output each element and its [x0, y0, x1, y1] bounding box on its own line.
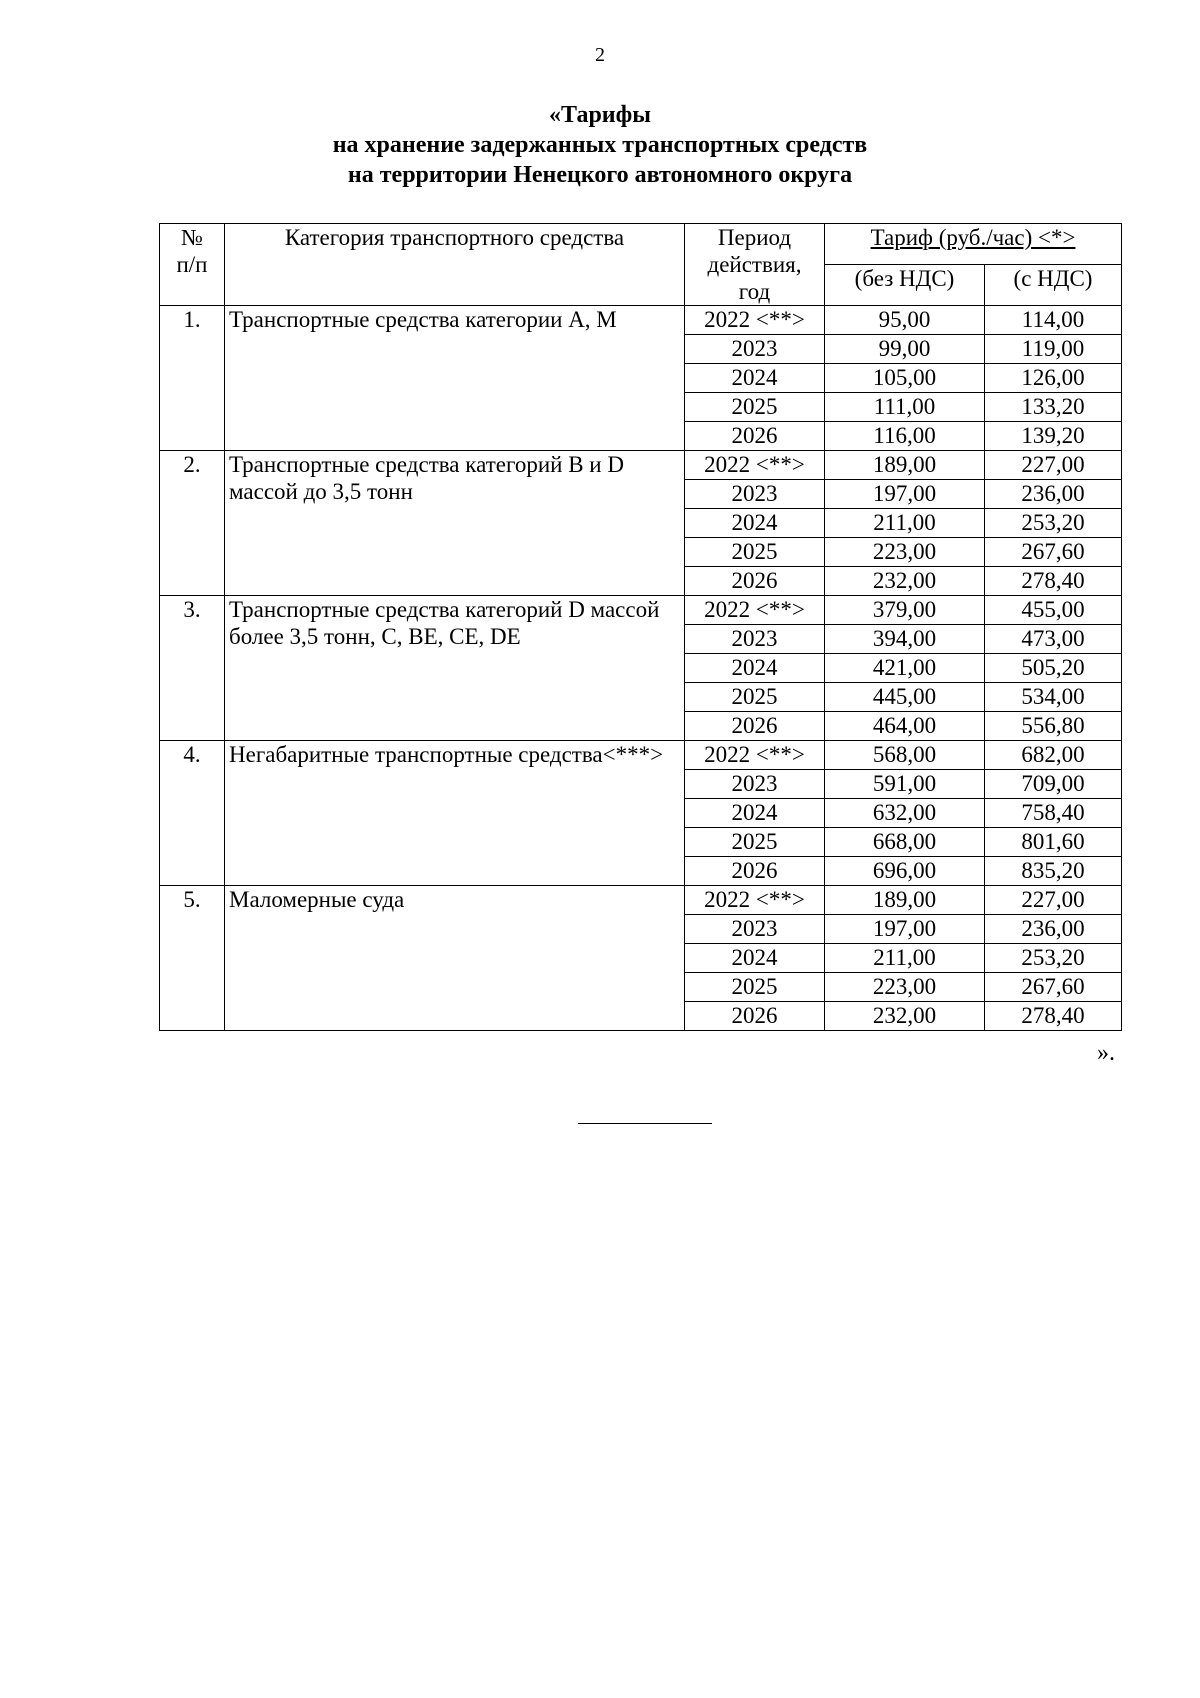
row-number: 2. [160, 451, 225, 596]
row-tariff-no-vat: 394,00 [825, 625, 985, 654]
row-period: 2022 <**> [685, 596, 825, 625]
title-line-3: на территории Ненецкого автономного округа [347, 162, 853, 188]
header-tariff-label: Тариф (руб./час) <*> [870, 225, 1076, 250]
row-tariff-no-vat: 464,00 [825, 712, 985, 741]
row-tariff-no-vat: 197,00 [825, 480, 985, 509]
row-period: 2022 <**> [685, 886, 825, 915]
end-divider [578, 1123, 712, 1124]
document-title [0, 100, 1200, 190]
row-tariff-no-vat: 223,00 [825, 538, 985, 567]
row-category: Транспортные средства категории А, М [225, 306, 685, 451]
row-tariff-with-vat: 267,60 [985, 973, 1122, 1002]
row-tariff-no-vat: 211,00 [825, 509, 985, 538]
row-period: 2025 [685, 393, 825, 422]
row-tariff-with-vat: 126,00 [985, 364, 1122, 393]
row-category: Негабаритные транспортные средства<***> [225, 741, 685, 886]
row-period: 2023 [685, 625, 825, 654]
row-tariff-with-vat: 505,20 [985, 654, 1122, 683]
row-tariff-no-vat: 189,00 [825, 451, 985, 480]
row-tariff-no-vat: 445,00 [825, 683, 985, 712]
row-tariff-with-vat: 119,00 [985, 335, 1122, 364]
row-tariff-with-vat: 236,00 [985, 915, 1122, 944]
row-period: 2025 [685, 683, 825, 712]
row-tariff-with-vat: 253,20 [985, 509, 1122, 538]
closing-quote: ». [1097, 1040, 1115, 1066]
row-tariff-with-vat: 455,00 [985, 596, 1122, 625]
row-tariff-with-vat: 278,40 [985, 567, 1122, 596]
row-tariff-no-vat: 105,00 [825, 364, 985, 393]
row-tariff-no-vat: 591,00 [825, 770, 985, 799]
row-period: 2024 [685, 944, 825, 973]
title-line-2: на хранение задержанных транспортных средств [332, 132, 868, 158]
row-tariff-no-vat: 632,00 [825, 799, 985, 828]
row-tariff-with-vat: 133,20 [985, 393, 1122, 422]
row-period: 2022 <**> [685, 306, 825, 335]
header-with-vat: (с НДС) [985, 265, 1122, 306]
row-tariff-with-vat: 801,60 [985, 828, 1122, 857]
header-category: Категория транспортного средства [225, 224, 685, 306]
row-tariff-no-vat: 568,00 [825, 741, 985, 770]
row-tariff-with-vat: 473,00 [985, 625, 1122, 654]
row-tariff-no-vat: 232,00 [825, 1002, 985, 1031]
row-tariff-no-vat: 95,00 [825, 306, 985, 335]
row-period: 2024 [685, 364, 825, 393]
row-tariff-with-vat: 139,20 [985, 422, 1122, 451]
table-row [160, 596, 1122, 625]
row-tariff-with-vat: 758,40 [985, 799, 1122, 828]
table-row [160, 306, 1122, 335]
row-period: 2023 [685, 335, 825, 364]
row-tariff-with-vat: 114,00 [985, 306, 1122, 335]
table-row [160, 451, 1122, 480]
row-tariff-with-vat: 534,00 [985, 683, 1122, 712]
row-tariff-no-vat: 379,00 [825, 596, 985, 625]
header-tariff [825, 224, 1122, 265]
row-period: 2025 [685, 828, 825, 857]
header-no-vat: (без НДС) [825, 265, 985, 306]
row-period: 2025 [685, 538, 825, 567]
row-tariff-no-vat: 211,00 [825, 944, 985, 973]
header-period-line-1: Период [717, 225, 792, 250]
row-tariff-with-vat: 227,00 [985, 886, 1122, 915]
page-number: 2 [595, 44, 605, 66]
row-number: 5. [160, 886, 225, 1031]
header-period [685, 224, 825, 306]
row-category: Транспортные средства категорий D массой более 3,5 тонн, С, ВЕ, СЕ, DE [225, 596, 685, 741]
row-tariff-with-vat: 709,00 [985, 770, 1122, 799]
row-tariff-with-vat: 236,00 [985, 480, 1122, 509]
row-period: 2023 [685, 915, 825, 944]
row-period: 2026 [685, 567, 825, 596]
row-number: 1. [160, 306, 225, 451]
row-period: 2024 [685, 509, 825, 538]
header-period-line-3: год [738, 279, 771, 304]
row-tariff-no-vat: 668,00 [825, 828, 985, 857]
header-number-line-2: п/п [176, 252, 208, 277]
row-category: Маломерные суда [225, 886, 685, 1031]
row-tariff-with-vat: 253,20 [985, 944, 1122, 973]
row-period: 2024 [685, 654, 825, 683]
table-row [160, 741, 1122, 770]
row-tariff-no-vat: 197,00 [825, 915, 985, 944]
row-period: 2025 [685, 973, 825, 1002]
row-period: 2023 [685, 480, 825, 509]
row-tariff-with-vat: 556,80 [985, 712, 1122, 741]
row-tariff-no-vat: 223,00 [825, 973, 985, 1002]
row-tariff-no-vat: 232,00 [825, 567, 985, 596]
row-period: 2026 [685, 712, 825, 741]
row-tariff-no-vat: 99,00 [825, 335, 985, 364]
tariffs-table [159, 223, 1122, 1031]
row-tariff-with-vat: 682,00 [985, 741, 1122, 770]
header-number-line-1: № [181, 225, 203, 250]
row-tariff-no-vat: 116,00 [825, 422, 985, 451]
row-tariff-with-vat: 835,20 [985, 857, 1122, 886]
row-tariff-with-vat: 278,40 [985, 1002, 1122, 1031]
title-line-1: «Тарифы [549, 102, 651, 128]
row-tariff-with-vat: 227,00 [985, 451, 1122, 480]
row-period: 2026 [685, 422, 825, 451]
row-tariff-no-vat: 696,00 [825, 857, 985, 886]
row-period: 2024 [685, 799, 825, 828]
row-period: 2022 <**> [685, 741, 825, 770]
tariffs-table-body [160, 306, 1122, 1031]
header-period-line-2: действия, [707, 252, 802, 277]
row-period: 2026 [685, 857, 825, 886]
row-tariff-no-vat: 421,00 [825, 654, 985, 683]
row-period: 2026 [685, 1002, 825, 1031]
row-period: 2022 <**> [685, 451, 825, 480]
row-number: 3. [160, 596, 225, 741]
row-period: 2023 [685, 770, 825, 799]
header-number [160, 224, 225, 306]
table-row [160, 886, 1122, 915]
row-category: Транспортные средства категорий В и D массой до 3,5 тонн [225, 451, 685, 596]
row-tariff-no-vat: 111,00 [825, 393, 985, 422]
row-number: 4. [160, 741, 225, 886]
row-tariff-with-vat: 267,60 [985, 538, 1122, 567]
row-tariff-no-vat: 189,00 [825, 886, 985, 915]
